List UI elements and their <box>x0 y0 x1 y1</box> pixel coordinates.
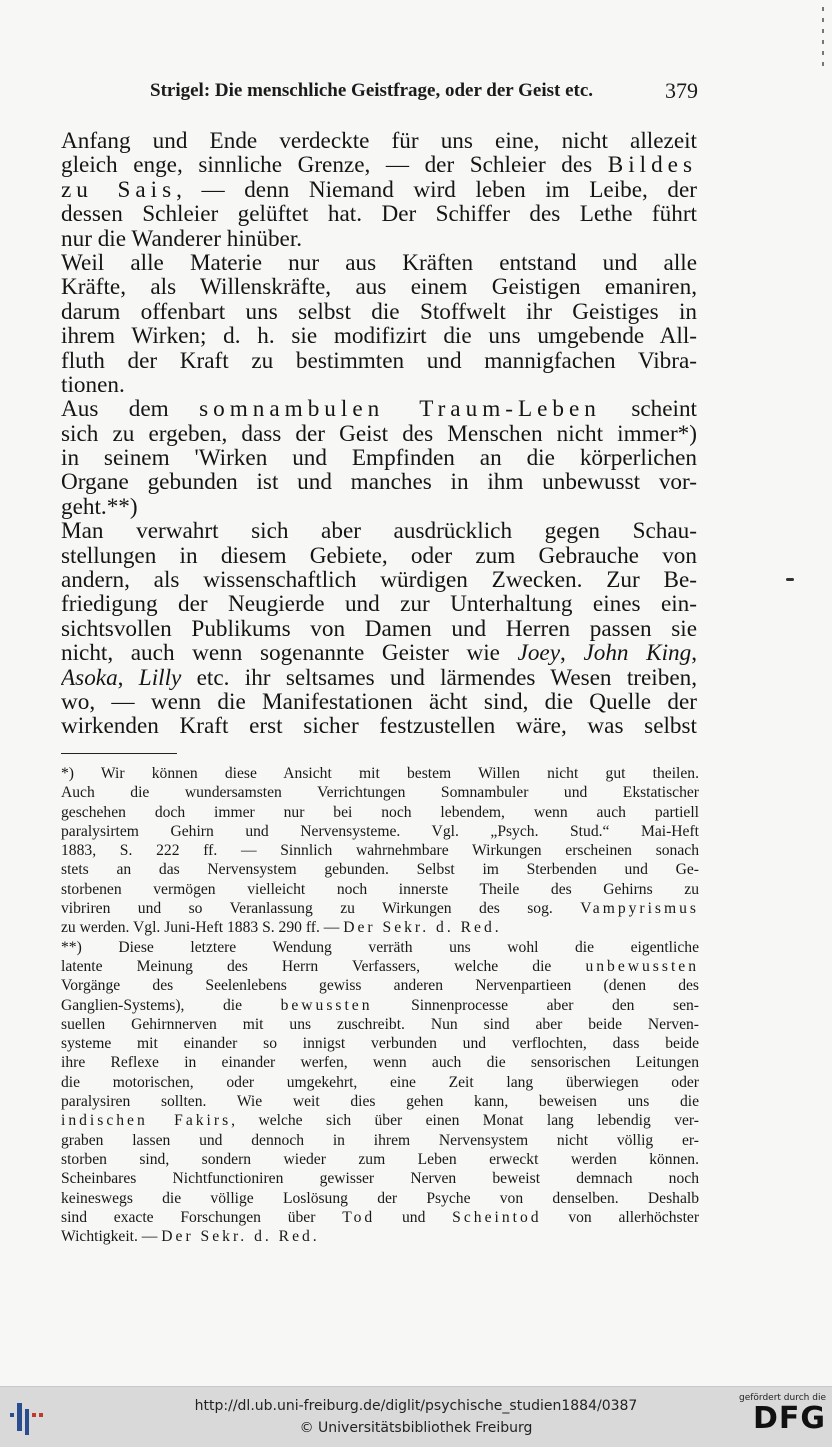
dfg-funding-label: gefördert durch die <box>739 1393 826 1403</box>
body-line <box>61 519 697 543</box>
body-line <box>61 251 697 275</box>
dfg-logo-text: DFG <box>752 1401 826 1436</box>
text-run: zu werden. Vgl. Juni-Heft 1883 S. 290 ff. — <box>61 919 344 937</box>
margin-marks <box>818 0 828 120</box>
footnotes <box>61 764 699 1246</box>
body-line <box>61 690 697 714</box>
text-run: in seinem 'Wirken und Empfinden an die körperlichen <box>61 446 697 471</box>
footnote-line <box>61 1208 699 1227</box>
body-line <box>61 129 697 153</box>
text-run: sind exacte Forschungen über <box>61 1208 343 1226</box>
text-run: , — denn Niemand wird leben im Leibe, der <box>176 177 697 203</box>
spaced-emphasis: Tod <box>342 1208 376 1226</box>
footnote-line <box>61 1227 699 1246</box>
spaced-emphasis: Der Sekr. d. Red. <box>343 919 502 937</box>
body-line <box>61 373 697 397</box>
text-run: nicht, auch wenn sogenannte Geister wie <box>61 641 518 666</box>
text-run: , <box>117 665 139 690</box>
text-run: geht.**) <box>61 494 138 520</box>
text-run: fluth der Kraft zu bestimmten und mannigfachen Vibra- <box>61 348 697 373</box>
text-run: darum offenbart uns selbst die Stoffwelt ihr Geistiges in <box>61 299 697 325</box>
footnote-line <box>61 1131 699 1150</box>
text-run: Anfang und Ende verdeckte für uns eine, nicht allezeit <box>61 129 697 154</box>
text-run: paralysiren sollten. Wie weit dies gehen kann, beweisen uns die <box>61 1093 699 1111</box>
text-run: storbenen vermögen vielleicht noch innerste Theile des Gehirns zu <box>61 880 699 898</box>
body-line <box>61 568 697 592</box>
footnote-line <box>61 918 699 937</box>
text-run: nur die Wanderer hinüber. <box>61 226 303 251</box>
footnote-line <box>61 1015 699 1034</box>
body-line <box>61 617 697 641</box>
text-run: suellen Gehirnnerven mit uns zuschreibt. Nun sind aber beide Nerven- <box>61 1015 699 1033</box>
spaced-emphasis: Bildes <box>607 153 697 178</box>
italic-name: Asoka <box>61 665 118 690</box>
spaced-emphasis: Scheintod <box>452 1208 542 1226</box>
body-line <box>61 397 697 421</box>
text-run: Man verwahrt sich aber ausdrücklich gegen Schau- <box>61 519 697 544</box>
body-line <box>61 446 697 470</box>
italic-name: John King <box>583 641 692 666</box>
footnote-line <box>61 996 699 1015</box>
text-run: stets an das Nervensystem gebunden. Selbst im Sterbenden und Ge- <box>61 861 699 879</box>
text-run: Weil alle Materie nur aus Kräften entstand und alle <box>61 250 697 276</box>
body-line <box>61 227 697 251</box>
footnote-line <box>61 783 699 802</box>
text-run: von allerhöchster <box>541 1208 699 1226</box>
footnote-line <box>61 976 699 995</box>
text-run: vibriren und so Veranlassung zu Wirkungen des sog. <box>61 900 581 918</box>
footnote-line <box>61 822 699 841</box>
footnote-line <box>61 1053 699 1072</box>
footnote-line <box>61 1169 699 1188</box>
spaced-emphasis: unbewussten <box>585 957 699 975</box>
text-run: und <box>375 1208 453 1226</box>
page-number: 379 <box>665 78 698 103</box>
body-line <box>61 470 697 494</box>
footnote-line <box>61 1092 699 1111</box>
footnote-rule <box>61 753 177 754</box>
footnote-line <box>61 957 699 976</box>
text-run: 1883, S. 222 ff. — Sinnlich wahrnehmbare Wirkungen erscheinen sonach <box>61 842 699 860</box>
text-run: Ganglien-Systems), die <box>61 996 281 1014</box>
footnote-line <box>61 899 699 918</box>
text-run: Aus dem <box>61 397 200 422</box>
text-run: storben sind, sondern wieder zum Leben erweckt werden können. <box>61 1150 699 1168</box>
text-run: **) Diese letztere Wendung verräth uns wohl die eigentliche <box>61 938 699 956</box>
text-run: die motorischen, oder umgekehrt, eine Zeit lang überwiegen oder <box>61 1073 699 1091</box>
spaced-emphasis: indischen Fakirs <box>61 1112 232 1130</box>
footnote-line <box>61 764 699 783</box>
italic-name: Joey <box>517 641 561 666</box>
body-line <box>61 714 697 738</box>
body-line <box>61 300 697 324</box>
body-text <box>61 129 697 739</box>
running-title: Strigel: Die menschliche Geistfrage, oder der Geist etc. <box>150 80 594 101</box>
text-run: scheint <box>600 397 697 422</box>
body-line <box>61 495 697 519</box>
footnote-line <box>61 841 699 860</box>
footnote-line <box>61 860 699 879</box>
text-run: *) Wir können diese Ansicht mit bestem Willen nicht gut theilen. <box>61 765 699 782</box>
copyright-text: © Universitätsbibliothek Freiburg <box>299 1420 533 1436</box>
body-line <box>61 202 697 226</box>
footnote-line <box>61 803 699 822</box>
spaced-emphasis: Der Sekr. d. Red. <box>161 1228 320 1246</box>
italic-name: Lilly <box>138 665 182 690</box>
footnote-line <box>61 1189 699 1208</box>
footnote-line <box>61 1150 699 1169</box>
text-run: , welche sich über einen Monat lang lebendig ver- <box>231 1112 699 1130</box>
body-line <box>61 666 697 690</box>
text-run: wo, — wenn die Manifestationen ächt sind, die Quelle der <box>61 689 697 715</box>
text-run: andern, als wissenschaftlich würdigen Zwecken. Zur Be- <box>61 568 697 593</box>
footnote-line <box>61 1073 699 1092</box>
text-run: sichtsvollen Publikums von Damen und Herren passen sie <box>61 616 697 642</box>
text-run: Scheinbares Nichtfunctioniren gewisser Nerven beweist demnach noch <box>61 1170 699 1188</box>
text-run: Vorgänge des Seelenlebens gewiss anderen Nervenpartieen (denen des <box>61 977 699 995</box>
text-run: graben lassen und dennoch in ihrem Nervensystem nicht völlig er- <box>61 1131 699 1149</box>
footnote-line <box>61 1034 699 1053</box>
body-line <box>61 275 697 299</box>
body-line <box>61 422 697 446</box>
body-line <box>61 349 697 373</box>
text-run: ihrem Wirken; d. h. sie modifizirt die uns umgebende All- <box>61 324 697 349</box>
text-run: paralysirtem Gehirn und Nervensysteme. Vgl. „Psych. Stud.“ Mai-Heft <box>61 822 699 840</box>
text-run: latente Meinung des Herrn Verfassers, welche die <box>61 957 586 975</box>
body-line <box>61 178 697 202</box>
text-run: etc. ihr seltsames und lärmendes Wesen treiben, <box>181 665 697 690</box>
text-run: stellungen in diesem Gebiete, oder zum Gebrauche von <box>61 543 697 569</box>
body-line <box>61 641 697 665</box>
text-run: geschehen doch immer nur bei noch lebendem, wenn auch partiell <box>61 803 699 821</box>
text-run: , <box>691 641 697 666</box>
body-line <box>61 544 697 568</box>
text-run: , <box>560 641 584 666</box>
text-run: keineswegs die völlige Loslösung der Psyche von denselben. Deshalb <box>61 1189 699 1207</box>
text-run: Wichtigkeit. — <box>61 1228 162 1246</box>
dfg-logo-icon[interactable] <box>734 1393 826 1443</box>
ink-speck <box>786 578 794 581</box>
body-line <box>61 324 697 348</box>
spaced-emphasis: zu Sais <box>61 177 177 203</box>
viewer-footer <box>0 1386 832 1447</box>
text-run: tionen. <box>61 372 125 398</box>
footnote-line <box>61 1111 699 1130</box>
text-run: systeme mit einander so innigst verbunden und verflochten, dass beide <box>61 1035 699 1053</box>
text-run: ihre Reflexe in einander werfen, wenn auch die sensorischen Leitungen <box>61 1054 699 1072</box>
text-run: Auch die wundersamsten Verrichtungen Somnambuler und Ekstatischer <box>61 784 699 802</box>
body-line <box>61 592 697 616</box>
text-run: Sinnenprocesse aber den sen- <box>372 996 699 1014</box>
body-line <box>61 153 697 177</box>
running-header <box>150 80 698 102</box>
text-run: sich zu ergeben, dass der Geist des Menschen nicht immer*) <box>61 421 697 447</box>
text-run: friedigung der Neugierde und zur Unterhaltung eines ein- <box>61 592 697 617</box>
text-run: wirkenden Kraft erst sicher festzustellen wäre, was selbst <box>61 714 697 739</box>
footnote-line <box>61 938 699 957</box>
text-run: Kräfte, als Willenskräfte, aus einem Geistigen emaniren, <box>61 275 697 300</box>
spaced-emphasis: bewussten <box>280 996 373 1014</box>
text-run: gleich enge, sinnliche Grenze, — der Schleier des <box>61 153 608 178</box>
text-run: dessen Schleier gelüftet hat. Der Schiffer des Lethe führt <box>61 202 697 227</box>
text-run: Organe gebunden ist und manches in ihm unbewusst vor- <box>61 470 697 495</box>
footnote-line <box>61 880 699 899</box>
permalink-url[interactable]: http://dl.ub.uni-freiburg.de/diglit/psychische_studien1884/0387 <box>194 1398 638 1414</box>
spaced-emphasis: Vampyrismus <box>580 900 699 918</box>
spaced-emphasis: somnambulen Traum-Leben <box>199 397 601 422</box>
